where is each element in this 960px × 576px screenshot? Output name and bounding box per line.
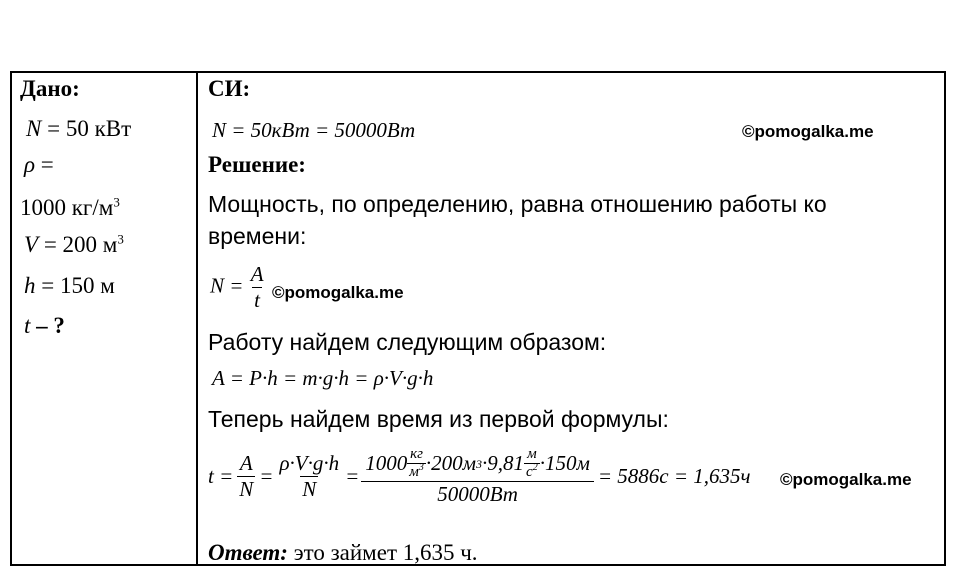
unit: м (409, 464, 419, 480)
given-exponent: 3 (113, 194, 120, 210)
unit-numerator: м (527, 446, 537, 462)
given-power (26, 116, 131, 142)
formula-lhs: t = (208, 464, 234, 488)
fraction (237, 451, 255, 502)
watermark: ©pomogalka.me (272, 283, 404, 302)
given-value: = 200 м (38, 232, 118, 257)
answer (208, 540, 478, 566)
numerator: A (239, 451, 253, 475)
given-density (24, 152, 54, 178)
numerator: A (250, 262, 264, 286)
denominator: N (239, 477, 254, 501)
fraction (277, 451, 341, 502)
term: ·200м (425, 451, 477, 475)
denominator: 50000Вт (361, 481, 594, 507)
formula-time (208, 446, 751, 507)
watermark: ©pomogalka.me (780, 470, 912, 489)
paragraph-line: Работу найдем следующим образом: (208, 329, 607, 355)
denominator: N (302, 477, 317, 501)
unit-denominator: $с^2$ (526, 462, 538, 480)
unit-numerator: кг (410, 446, 424, 462)
given-symbol: h (24, 273, 36, 298)
watermark: ©pomogalka.me (742, 122, 874, 141)
given-value: – ? (30, 313, 65, 338)
unit-denominator: $м^3$ (409, 462, 424, 480)
term: ·9,81 (482, 451, 525, 475)
given-value: = 150 м (35, 273, 115, 298)
given-symbol: V (24, 232, 39, 257)
unit-fraction (407, 446, 426, 481)
given-value: 1000 кг/м (20, 195, 114, 220)
unit: с (526, 464, 533, 480)
term: ·150м (539, 451, 590, 475)
equals: = (345, 464, 360, 488)
formula-lhs: N = (210, 273, 244, 298)
given-unknown (24, 313, 65, 339)
given-volume (24, 232, 124, 258)
answer-text: это займет 1,635 ч. (287, 540, 478, 565)
given-density-value (20, 195, 120, 221)
paragraph-line: Теперь найдем время из первой формулы: (208, 406, 669, 432)
answer-label: Ответ: (208, 540, 288, 565)
given-symbol: t (24, 313, 31, 338)
given-height (24, 273, 115, 299)
fraction (363, 446, 592, 507)
solution-header: Решение: (208, 152, 306, 177)
number: 1000 (365, 451, 408, 475)
si-header: СИ: (208, 76, 251, 101)
given-value: = (35, 152, 54, 177)
formula-power (210, 262, 266, 313)
formula-work: A = P·h = m·g·h = ρ·V·g·h (212, 366, 434, 390)
denominator: t (254, 288, 261, 312)
result: = 5886с = 1,635ч (597, 464, 751, 488)
given-value: = 50 кВт (41, 116, 132, 141)
given-symbol: N (26, 116, 42, 141)
equals: = (259, 464, 274, 488)
given-header: Дано: (20, 76, 80, 101)
numerator: 1000 $\frac{кг}{м^3}$ ·200м 3 ·9,81 $\frac{м}{с^2}$ ·150м (365, 446, 590, 480)
given-exponent: 3 (117, 231, 124, 247)
column-divider (196, 71, 198, 566)
si-formula: N = 50кВт = 50000Вт (212, 118, 416, 142)
numerator: ρ·V·g·h (279, 451, 340, 475)
paragraph-line: времени: (208, 223, 307, 249)
unit-fraction (524, 446, 540, 481)
given-symbol: ρ (24, 152, 36, 177)
fraction (249, 262, 266, 313)
paragraph-line: Мощность, по определению, равна отношению работы ко (208, 191, 827, 217)
